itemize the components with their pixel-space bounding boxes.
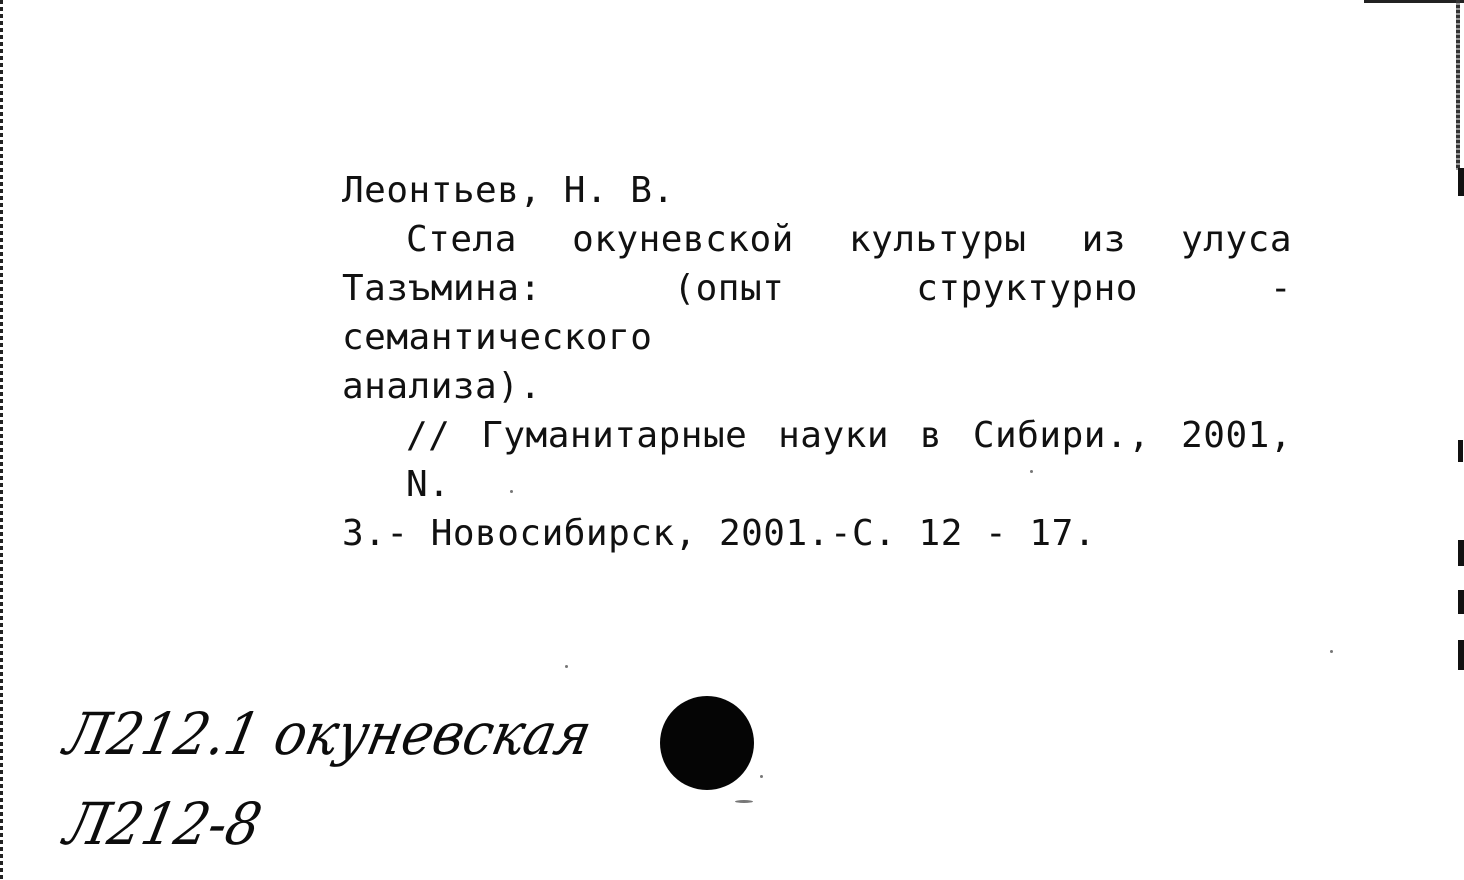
author-line: Леонтьев, Н. В.	[342, 170, 675, 211]
scan-speck	[1030, 470, 1033, 473]
handwritten-shelfmark-2: Л212-8	[58, 790, 268, 858]
title-line-2: Тазъмина: (опыт структурно - семантического	[342, 268, 1292, 358]
title-line-3: анализа).	[342, 366, 542, 407]
scan-speck	[1330, 650, 1333, 653]
edge-mark	[1458, 540, 1464, 566]
punch-hole	[660, 696, 754, 790]
source-line-1: // Гуманитарные науки в Сибири., 2001, N.	[406, 415, 1292, 505]
title-line-1: Стела окуневской культуры из улуса	[406, 219, 1292, 260]
bibliographic-entry	[342, 166, 1292, 558]
edge-mark	[1458, 590, 1464, 614]
card-top-edge	[1364, 0, 1464, 3]
handwritten-shelfmark-1: Л212.1 окуневская	[58, 700, 598, 768]
source-line-2: 3.- Новосибирск, 2001.-С. 12 - 17.	[342, 513, 1096, 554]
scan-speck	[735, 800, 753, 803]
scan-speck	[760, 775, 763, 778]
card-right-edge	[1456, 0, 1460, 170]
edge-mark	[1458, 440, 1463, 462]
scan-speck	[510, 490, 513, 493]
edge-mark	[1458, 640, 1464, 670]
scan-speck	[565, 665, 568, 668]
card-left-edge	[0, 0, 3, 880]
edge-mark	[1458, 168, 1464, 196]
